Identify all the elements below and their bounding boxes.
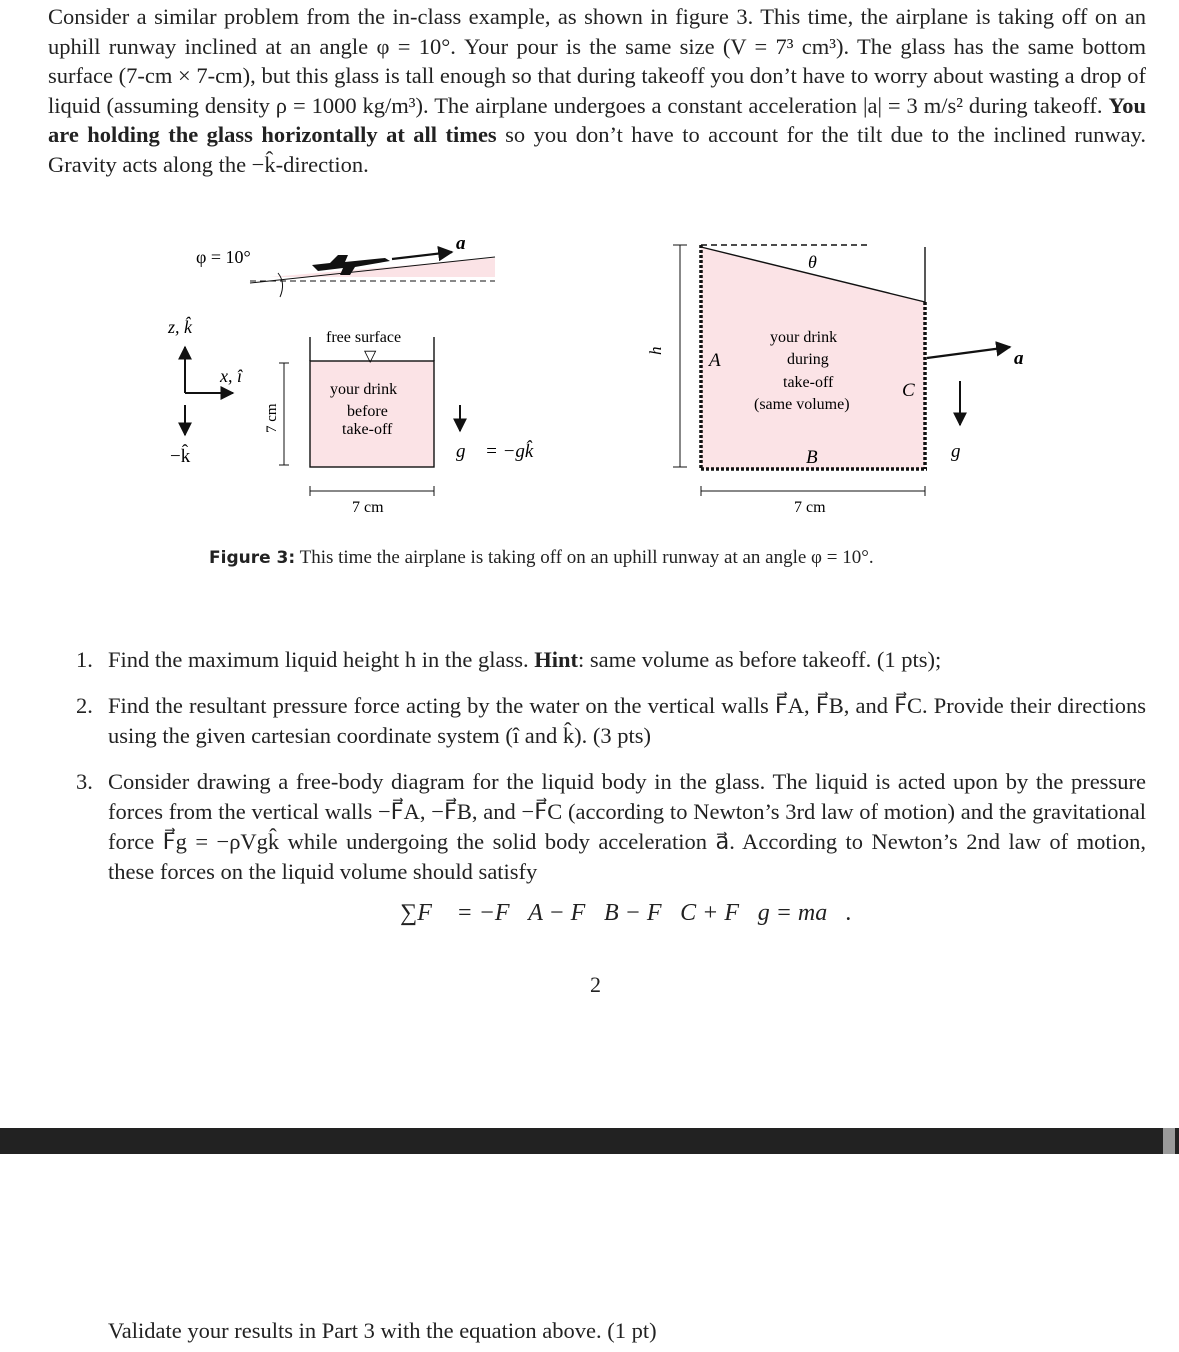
- problem-intro: [48, 2, 1146, 180]
- gravity-label-right: g⃗: [951, 441, 976, 462]
- runway-diagram: [196, 233, 495, 297]
- width-left-label: 7 cm: [352, 499, 384, 516]
- glass-during: [646, 245, 1038, 516]
- figure-caption: [209, 547, 1109, 569]
- validate-instruction: Validate your results in Part 3 with the equation above. (1 pt): [108, 1318, 657, 1343]
- drink-during-line3: take-off: [783, 374, 834, 391]
- accel-label-left: a⃗: [456, 233, 481, 254]
- drink-before-line1: your drink: [330, 381, 398, 398]
- question-3: [76, 767, 1146, 887]
- glass-before: [264, 329, 534, 516]
- theta-label: θ: [808, 252, 817, 272]
- intro-bold: You are holding the glass horizontally at all times: [48, 92, 1147, 148]
- question-text: Find the resultant pressure force acting by the water on the vertical walls F⃗A, F⃗B, and F⃗C. Provide their directions using the given cartesian coordinate system (î and k̂). (3 pts): [108, 693, 1146, 748]
- drink-before-line3: take-off: [342, 421, 393, 438]
- wall-b-label: B: [806, 447, 818, 468]
- question-number: 1.: [76, 647, 93, 672]
- drink-during-line2: during: [787, 351, 829, 368]
- newton-equation: ∑F⃗ = −F⃗A − F⃗B − F⃗C + F⃗g = ma⃗.: [400, 900, 852, 926]
- intro-text: Consider a similar problem from the in-class example, as shown in figure 3. This time, the airplane is taking off on an uphill runway inclined at an angle φ = 10°. Your pour is the same size (V = 7³ cm³). The glass has the same bottom surface (7-cm × 7-cm), but this glass is tall enough so that during takeoff you don’t have to worry about wasting a drop of liquid (assuming density ρ = 1000 kg/m³). The airplane undergoes a constant acceleration |a| = 3 m/s² during takeoff.: [48, 4, 1146, 118]
- question-text: Find the maximum liquid height h in the glass.: [108, 647, 529, 672]
- drink-during-line4: (same volume): [754, 396, 850, 413]
- wall-a-label: A: [709, 350, 721, 371]
- caption-text: This time the airplane is taking off on an uphill runway at an angle φ = 10°.: [299, 547, 874, 568]
- drink-during-line1: your drink: [770, 329, 838, 346]
- accel-label-right: a⃗: [1014, 348, 1039, 369]
- intro-text-2: so you don’t have to account for the tilt due to the inclined runway. Gravity acts along the −k̂-direction.: [48, 122, 1146, 177]
- hint-label: Hint: [534, 647, 578, 672]
- question-text: Consider drawing a free-body diagram for the liquid body in the glass. The liquid is acted upon by the pressure forces from the vertical walls −F⃗A, −F⃗B, and −F⃗C (according to Newton’s 3rd law of motion) and the gravitational force F⃗g = −ρVgk̂ while undergoing the solid body acceleration a⃗. According to Newton’s 2nd law of motion, these forces on the liquid volume should satisfy: [108, 769, 1146, 884]
- question-text-rest: : same volume as before takeoff. (1 pts);: [578, 647, 942, 672]
- height-7cm-label: 7 cm: [264, 403, 280, 433]
- wall-c-label: C: [902, 380, 915, 401]
- neg-k-label: −k̂: [170, 446, 191, 467]
- width-right-label: 7 cm: [794, 499, 826, 516]
- question-number: 3.: [76, 769, 93, 794]
- caption-label: Figure 3:: [209, 548, 296, 568]
- z-axis-label: z, k̂: [168, 317, 192, 337]
- question-1: [76, 645, 1146, 675]
- question-number: 2.: [76, 693, 93, 718]
- scrollbar-thumb[interactable]: [1163, 1128, 1175, 1154]
- phi-label: φ = 10°: [196, 247, 251, 267]
- figure-3: [0, 225, 1179, 535]
- free-surface-label: free surface: [326, 329, 402, 346]
- axes: [167, 316, 243, 467]
- scrollbar-track[interactable]: [0, 1128, 1179, 1154]
- h-label: h: [646, 346, 665, 355]
- gravity-equation: g⃗ = −gk̂: [456, 441, 534, 462]
- free-surface-symbol: ▽: [364, 348, 377, 365]
- question-list: [76, 645, 1146, 903]
- drink-before-line2: before: [347, 403, 388, 420]
- x-axis-label: x, î: [220, 366, 242, 386]
- question-2: [76, 691, 1146, 751]
- page-number: 2: [590, 972, 601, 997]
